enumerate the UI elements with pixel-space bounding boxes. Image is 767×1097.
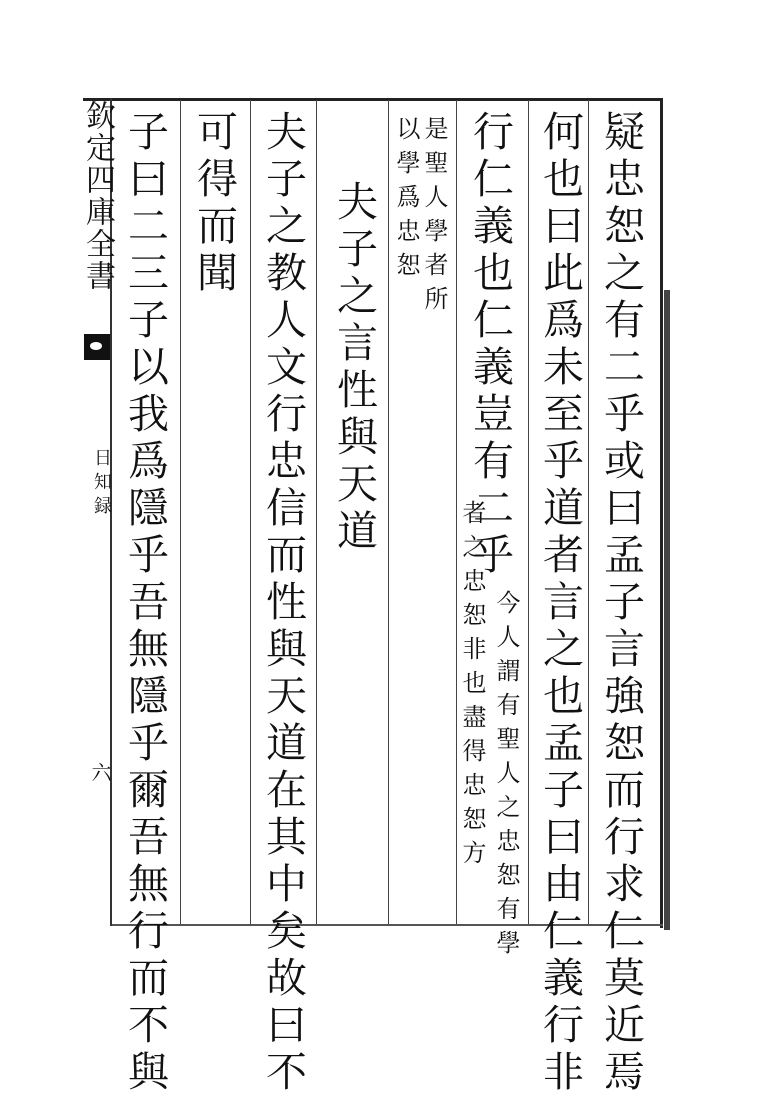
text-column-6: 夫子之教人文行忠信而性與天道在其中矣故曰不: [259, 110, 307, 1097]
text-column-8: 子曰二三子以我爲隱乎吾無隱乎爾吾無行而不與: [121, 110, 169, 1097]
annotation-column-4a: 是聖人學者所: [420, 116, 448, 320]
column-divider: [180, 100, 181, 924]
column-divider: [588, 100, 589, 924]
frame-right-border: [660, 98, 663, 928]
text-column-1: 疑忠恕之有二乎或曰孟子言強恕而行求仁莫近焉: [597, 110, 645, 1097]
text-column-3: 行仁義也仁義豈有二乎: [466, 110, 514, 580]
column-divider: [456, 100, 457, 924]
column-divider: [388, 100, 389, 924]
text-column-2: 何也曰此爲未至乎道者言之也孟子曰由仁義行非: [536, 110, 584, 1097]
column-divider: [316, 100, 317, 924]
column-divider: [528, 100, 529, 924]
column-divider: [250, 100, 251, 924]
book-title: 日知録: [91, 448, 112, 520]
fish-tail-mark-icon: [84, 334, 110, 360]
collection-title: 欽定四庫全書: [80, 100, 115, 292]
annotation-column-3a: 今人謂有聖人之忠恕有學: [492, 590, 520, 964]
page-number: 六: [88, 762, 112, 784]
frame-top-border: [83, 98, 663, 101]
text-column-7: 可得而聞: [190, 110, 238, 298]
page-edge-shadow: [664, 290, 670, 930]
section-heading: 夫子之言性與天道: [330, 180, 378, 556]
annotation-column-3b: 者之忠恕非也盡得忠恕方: [458, 500, 486, 874]
annotation-column-4b: 以學爲忠恕: [392, 116, 420, 286]
